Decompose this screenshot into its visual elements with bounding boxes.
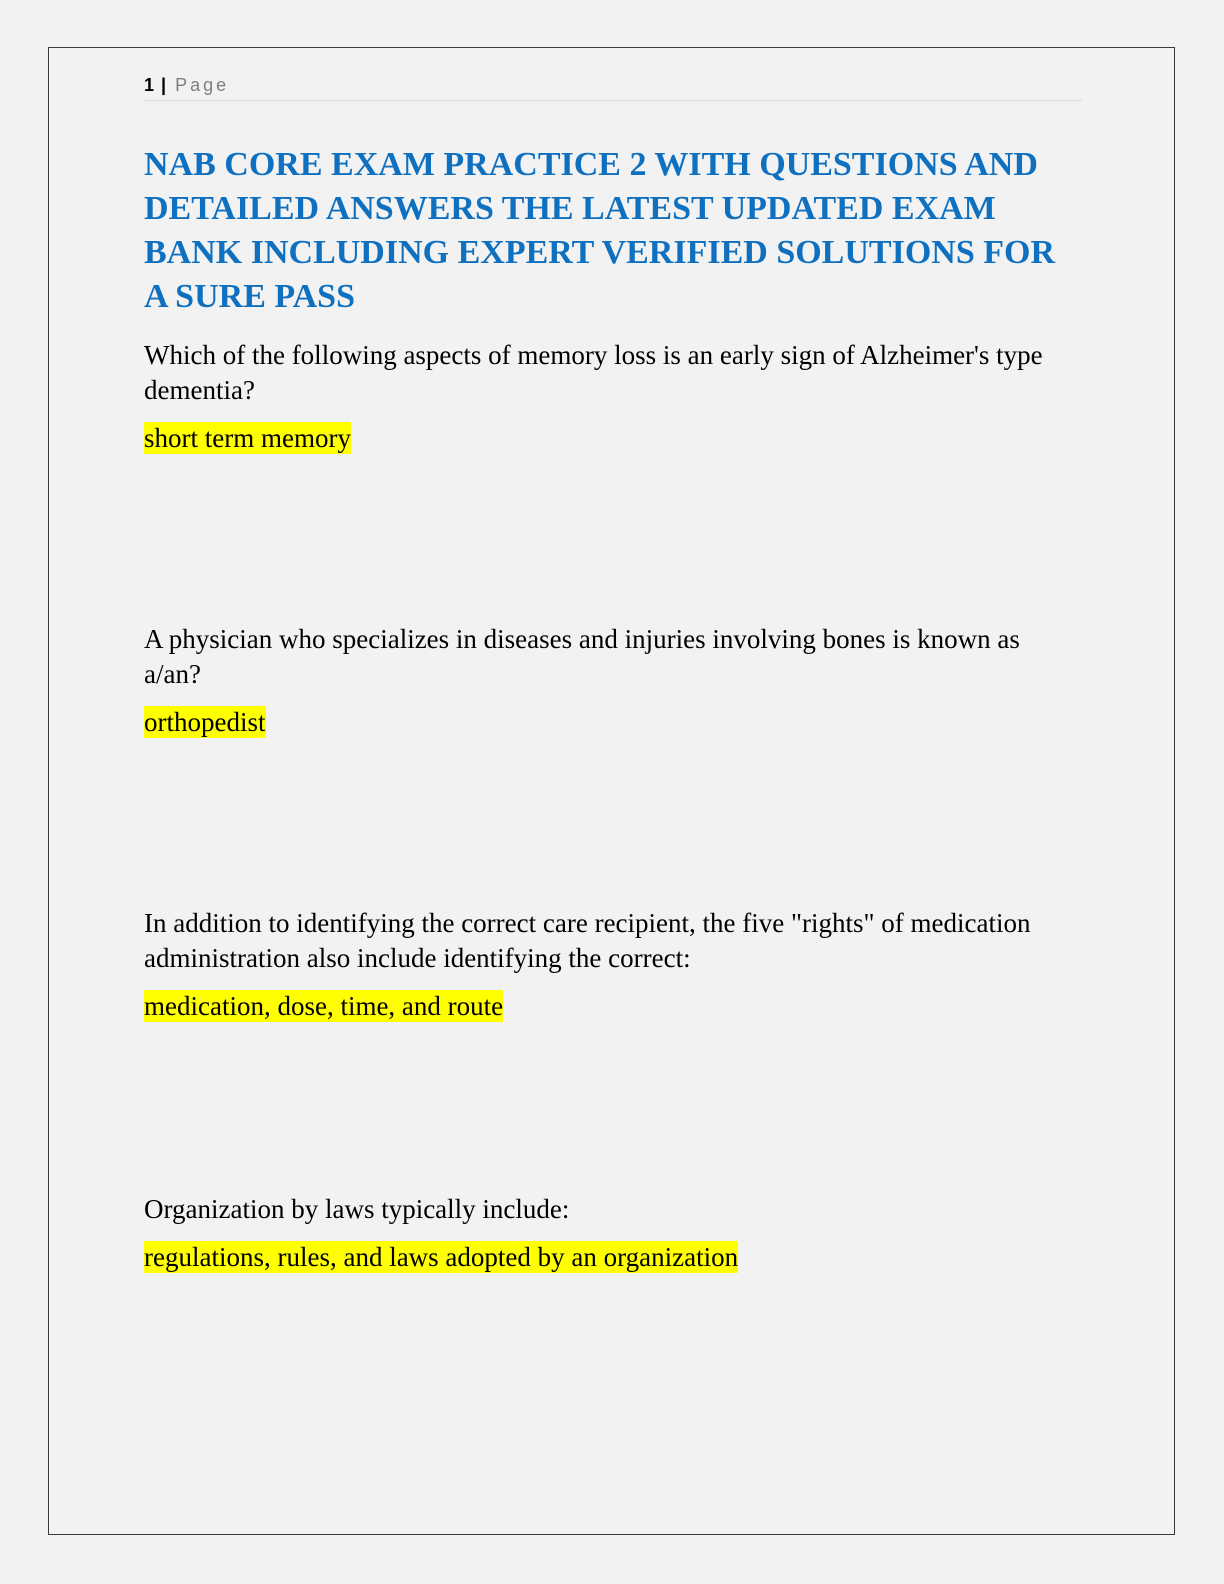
qa-item-2 [144, 622, 1082, 738]
page-label: Page [175, 75, 230, 95]
page-header [144, 72, 1082, 101]
highlighted-answer: short term memory [144, 423, 351, 453]
question-text: Which of the following aspects of memory loss is an early sign of Alzheimer's type dementia? [144, 340, 1043, 405]
qa-item-3 [144, 906, 1082, 1022]
header-separator: | [161, 75, 167, 95]
qa-item-4 [144, 1192, 1082, 1273]
highlighted-answer: medication, dose, time, and route [144, 991, 504, 1021]
highlighted-answer: regulations, rules, and laws adopted by an organization [144, 1242, 739, 1272]
qa-item-1 [144, 338, 1082, 454]
question-text: A physician who specializes in diseases and injuries involving bones is known as a/an? [144, 624, 1020, 689]
highlighted-answer: orthopedist [144, 707, 266, 737]
document-title: NAB CORE EXAM PRACTICE 2 WITH QUESTIONS AND DETAILED ANSWERS THE LATEST UPDATED EXAM BANK INCLUDING EXPERT VERIFIED SOLUTIONS FOR A SURE PASS [144, 146, 1055, 315]
page-number: 1 [144, 75, 155, 95]
question-text: Organization by laws typically include: [144, 1194, 570, 1224]
question-text: In addition to identifying the correct care recipient, the five "rights" of medication administration also include identifying the correct: [144, 908, 1031, 973]
